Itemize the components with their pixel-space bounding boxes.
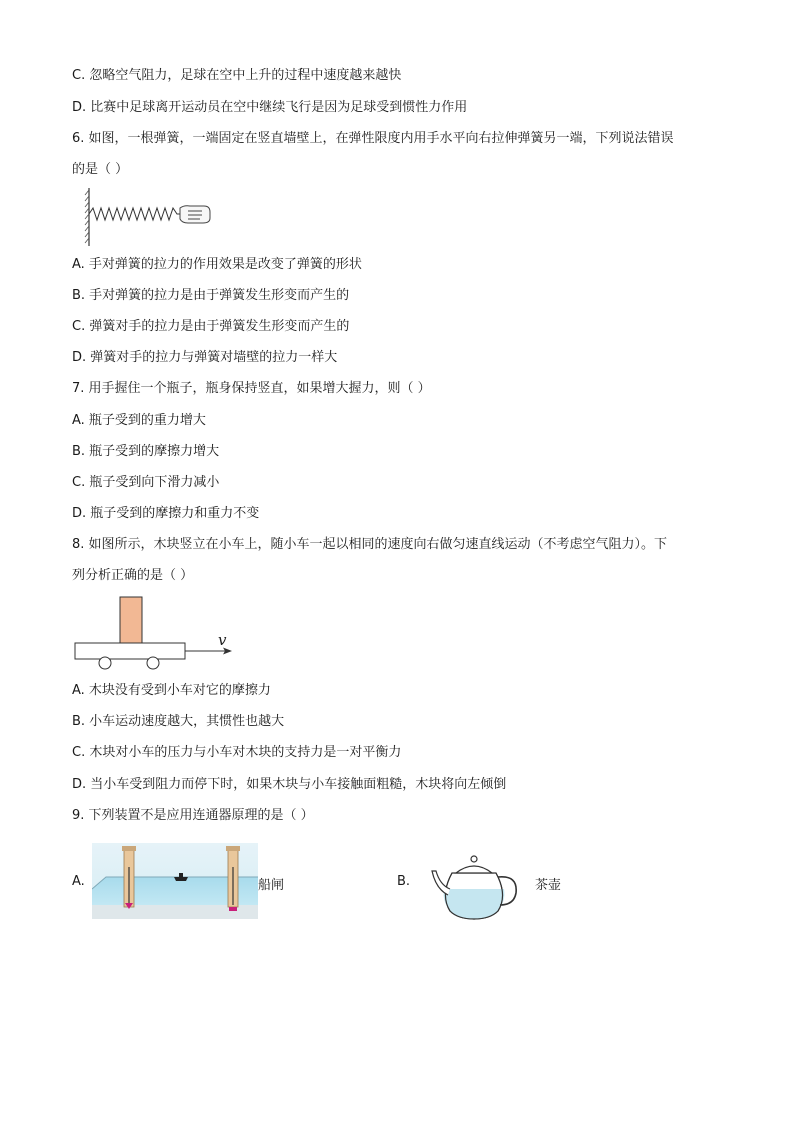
q6-option-b: B. 手对弹簧的拉力是由于弹簧发生形变而产生的 [72,288,350,303]
q7-stem: 7. 用手握住一个瓶子，瓶身保持竖直，如果增大握力，则（ ） [72,381,431,396]
q7-option-b: B. 瓶子受到的摩擦力增大 [72,444,220,459]
ship-lock-image [92,843,258,919]
q6-option-c: C. 弹簧对手的拉力是由于弹簧发生形变而产生的 [72,319,350,334]
spring [89,208,181,220]
q8-option-d: D. 当小车受到阻力而停下时，如果木块与小车接触面粗糙，木块将向左倾倒 [72,777,507,792]
q9-stem: 9. 下列装置不是应用连通器原理的是（ ） [72,808,314,823]
q9-option-a-letter: A. [72,874,85,889]
q9-option-b-letter: B. [397,874,411,889]
q8-option-c: C. 木块对小车的压力与小车对木块的支持力是一对平衡力 [72,745,402,760]
wooden-block [120,597,142,643]
q8-stem-line1: 8. 如图所示，木块竖立在小车上，随小车一起以相同的速度向右做匀速直线运动（不考虑空气阻力）。下 [72,537,668,552]
q5-option-c: C. 忽略空气阻力，足球在空中上升的过程中速度越来越快 [72,68,402,83]
lock-gate-left [122,846,136,909]
q6-option-d: D. 弹簧对手的拉力与弹簧对墙壁的拉力一样大 [72,350,338,365]
teapot-lid [456,866,492,873]
lock-gate-right [226,846,240,911]
q6-stem-line1: 6. 如图，一根弹簧，一端固定在竖直墙壁上，在弹性限度内用手水平向右拉伸弹簧另一端，下列说法错误 [72,131,674,146]
cart-body [75,643,185,659]
q5-option-d: D. 比赛中足球离开运动员在空中继续飞行是因为足球受到惯性力作用 [72,100,468,115]
q8-option-b: B. 小车运动速度越大，其惯性也越大 [72,714,285,729]
cart-wheel-left [99,657,111,669]
hand-icon [180,206,210,223]
velocity-label: v [218,631,227,649]
cart-wheel-right [147,657,159,669]
q7-option-c: C. 瓶子受到向下滑力减小 [72,475,220,490]
teapot-image [428,849,520,921]
teapot-water [444,889,505,919]
q8-stem-line2: 列分析正确的是（ ） [72,568,194,583]
q7-option-d: D. 瓶子受到的摩擦力和重力不变 [72,506,260,521]
q9-option-a-name: 船闸 [258,878,285,893]
q6-option-a: A. 手对弹簧的拉力的作用效果是改变了弹簧的形状 [72,257,362,272]
cart-block-figure [72,594,242,672]
q7-option-a: A. 瓶子受到的重力增大 [72,413,206,428]
spring-wall-figure [84,186,214,248]
q9-option-b-name: 茶壶 [535,878,562,893]
q8-option-a: A. 木块没有受到小车对它的摩擦力 [72,683,271,698]
q6-stem-line2: 的是（ ） [72,162,129,177]
